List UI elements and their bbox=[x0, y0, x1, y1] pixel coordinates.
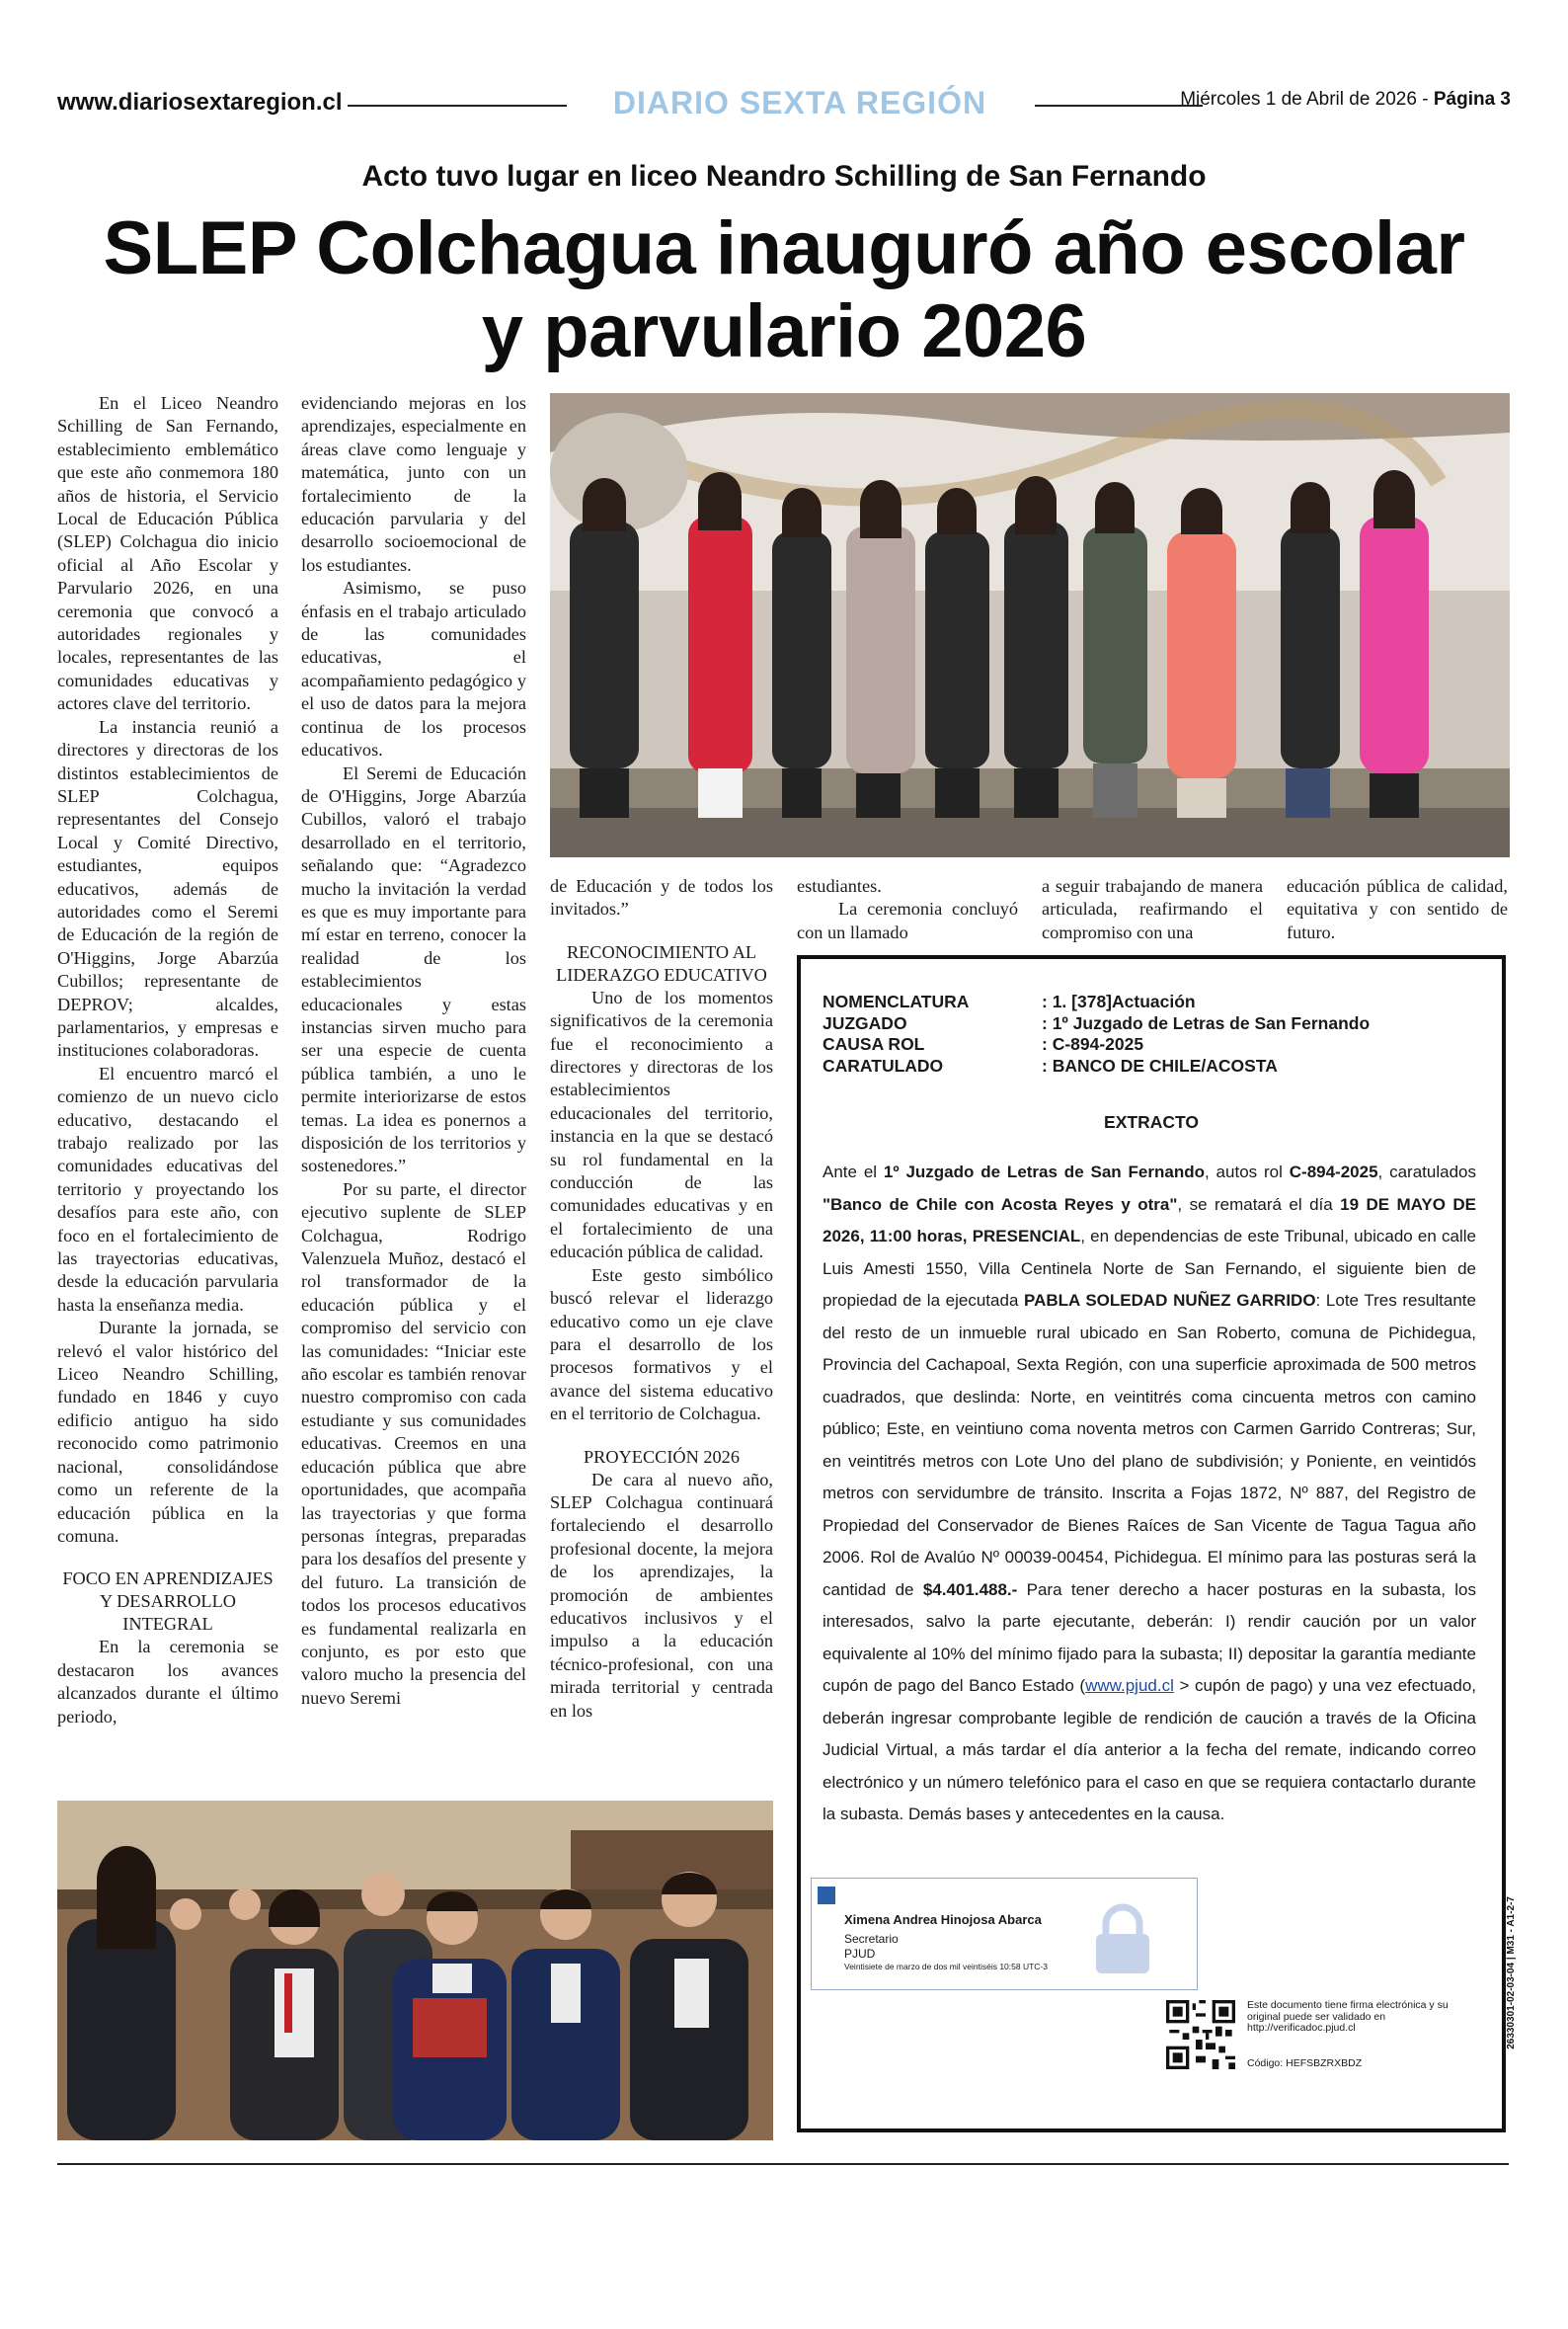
qr-code-icon bbox=[1166, 2000, 1235, 2069]
meta-row: NOMENCLATURA : 1. [378]Actuación bbox=[823, 992, 1196, 1011]
article-kicker: Acto tuvo lugar en liceo Neandro Schilling de San Fernando bbox=[361, 160, 1207, 193]
subheading-proyeccion: PROYECCIÓN 2026 bbox=[584, 1446, 740, 1467]
pjud-link[interactable]: www.pjud.cl bbox=[1085, 1676, 1174, 1695]
article-column-6: educación pública de calidad, equitativa y con sentido de futuro. bbox=[1287, 876, 1508, 942]
footer-rule bbox=[57, 2163, 1509, 2165]
photo-students-ceremony bbox=[57, 1801, 773, 2140]
article-headline: SLEP Colchagua inauguró año escolar y parvulario 2026 bbox=[103, 206, 1465, 373]
extract-title: EXTRACTO bbox=[1104, 1112, 1199, 1132]
meta-row: CARATULADO : BANCO DE CHILE/ACOSTA bbox=[823, 1055, 1278, 1076]
article-column-3: de Educación y de todos los invitados.” RECONOCIMIENTO AL LIDERAZGO EDUCATIVO Uno de los momentos significativos de la ceremonia fue el reconocimiento a directores y directoras de los establecimientos educacionales del territorio, instancia en la que se destacó su rol fundamental en la conducción de las comunidades educativas y en el fortalecimiento de una educación pública de calidad. Este gesto simbólico buscó relevar el liderazgo educativo como un eje clave para el desarrollo de los procesos formativos y el avance del sistema educativo en el territorio de Colchagua. PROYECCIÓN 2026 De cara al nuevo año, SLEP Colchagua continuará fortaleciendo el desarrollo profesional docente, la mejora de los aprendizajes, la promoción de ambientes educativos inclusivos y el impulso a la educación técnico-profesional, con una mirada territorial y centrada en los bbox=[550, 876, 773, 1721]
issue-date: Miércoles 1 de Abril de 2026 - Página 3 bbox=[1180, 89, 1511, 110]
electronic-signature: Ximena Andrea Hinojosa Abarca Secretario PJUD Veintisiete de marzo de dos mil veintiséis 10:58 UTC-3 bbox=[811, 1878, 1198, 1990]
article-column-5: a seguir trabajando de manera articulada, reafirmando el compromiso con una bbox=[1042, 876, 1263, 942]
website-url: www.diariosextaregion.cl bbox=[57, 89, 343, 116]
subheading-reconocimiento: RECONOCIMIENTO AL LIDERAZGO EDUCATIVO bbox=[556, 941, 767, 985]
subheading-foco: FOCO EN APRENDIZAJES Y DESARROLLO INTEGRAL bbox=[62, 1568, 274, 1635]
masthead: DIARIO SEXTA REGIÓN bbox=[612, 85, 987, 120]
header-rule-right bbox=[1035, 105, 1203, 107]
article-column-1: En el Liceo Neandro Schilling de San Fernando, establecimiento emblemático que este año conmemora 180 años de historia, el Servicio Local de Educación Pública (SLEP) Colchagua dio inicio oficial al Año Escolar y Parvulario 2026, en una ceremonia que convocó a autoridades regionales y locales, representantes de las comunidades educativas y actores clave del territorio. La instancia reunió a directores y directoras de los distintos establecimientos de SLEP Colchagua, representantes del Consejo Local y Comité Directivo, estudiantes, equipos educativos, además de autoridades como el Seremi de Educación de la región de O'Higgins, Jorge Abarzúa Cubillos; representante de DEPROV; alcaldes, parlamentarios, y empresas e instituciones colaboradoras. El encuentro marcó el comienzo de un nuevo ciclo educativo, destacando el trabajo realizado por las comunidades educativas del territorio y proyectando los desafíos para este año, con foco en el fortalecimiento de las trayectorias educativas, desde la educación parvularia hasta la enseñanza media. Durante la jornada, se relevó el valor histórico del Liceo Neandro Schilling, fundado en 1846 y cuyo edificio antiguo ha sido reconocido como patrimonio nacional, consolidándose como un referente de la educación pública en la comuna. FOCO EN APRENDIZAJES Y DESARROLLO INTEGRAL En la ceremonia se destacaron los avances alcanzados durante el último periodo, bbox=[57, 393, 278, 1727]
extract-body: Ante el 1º Juzgado de Letras de San Fernando, autos rol C-894-2025, caratulados "Banco de Chile con Acosta Reyes y otra", se rematará el día 19 DE MAYO DE 2026, 11:00 horas, PRESENCIAL, en dependencias de este Tribunal, ubicado en calle Luis Amesti 1550, Villa Centinela Norte de San Fernando, el siguiente bien de propiedad de la ejecutada PABLA SOLEDAD NUÑEZ GARRIDO: Lote Tres resultante del resto de un inmueble rural ubicado en San Roberto, comuna de Pichidegua, Provincia del Cachapoal, Sexta Región, con una superficie aproximada de 500 metros cuadrados, que deslinda: Norte, en veintitrés coma cincuenta metros con camino público; Este, en veintiuno coma noventa metros con Carmen Garrido Contreras; Sur, en veintitrés metros con Lote Uno del plano de subdivisión; y Poniente, en veintidós metros con servidumbre de tránsito. Inscrita a Fojas 1872, Nº 887, del Registro de Propiedad del Conservador de Bienes Raíces de San Vicente de Tagua Tagua año 2006. Rol de Avalúo Nº 00039-00454, Pichidegua. El mínimo para las posturas será la cantidad de $4.401.488.- Para tener derecho a hacer posturas en la subasta, los interesados, salvo la parte ejecutante, deberán: I) rendir caución por un valor equivalente al 10% del mínimo fijado para la subasta; II) depositar la garantía mediante cupón de pago del Banco Estado (www.pjud.cl > cupón de pago) y una vez efectuado, deberán ingresar comprobante legible de rendición de caución a través de la Oficina Judicial Virtual, a más tardar el día anterior a la fecha del remate, indicando correo electrónico y un número telefónico para el caso en que se requiera contactarlo durante la subasta. Demás bases y antecedentes en la causa. bbox=[823, 1163, 1477, 1823]
legal-notice-box bbox=[797, 955, 1506, 2132]
lock-icon bbox=[1088, 1900, 1157, 1979]
meta-row: CAUSA ROL : C-894-2025 bbox=[823, 1034, 1144, 1054]
pjud-seal-icon bbox=[818, 1887, 835, 1904]
document-reference: 26330301-02-03-04 | M31 - A1-2-7 bbox=[1506, 1896, 1517, 2049]
meta-row: JUZGADO : 1º Juzgado de Letras de San Fernando bbox=[823, 1012, 1371, 1033]
photo-directors-recognition bbox=[550, 393, 1510, 857]
page-number: Página 3 bbox=[1433, 89, 1511, 110]
legal-metadata bbox=[823, 992, 1370, 1077]
header-rule-left bbox=[348, 105, 567, 107]
validation-code: Código: HEFSBZRXBDZ bbox=[1247, 2057, 1363, 2069]
article-column-4: estudiantes. La ceremonia concluyó con un llamado bbox=[797, 876, 1018, 942]
article-column-2: evidenciando mejoras en los aprendizajes, especialmente en áreas clave como lenguaje y matemática, junto con un fortalecimiento de la educación parvularia y del desarrollo socioemocional de los estudiantes. Asimismo, se puso énfasis en el trabajo articulado de las comunidades educativas, el acompañamiento pedagógico y el uso de datos para la mejora continua de los procesos educativos. El Seremi de Educación de O'Higgins, Jorge Abarzúa Cubillos, valoró el trabajo desarrollado en el territorio, señalando que: “Agradezco mucho la invitación la verdad es que es muy importante para mí estar en terreno, conocer la realidad de los establecimientos educacionales y estas instancias sirven mucho para ser una especie de cuenta pública también, a uno le permite interiorizarse de estos temas. La idea es ponernos a disposición de los territorios y sostenedores.” Por su parte, el director ejecutivo suplente de SLEP Colchagua, Rodrigo Valenzuela Muñoz, destacó el rol transformador de la educación pública y el compromiso del servicio con las comunidades: “Iniciar este año escolar es también renovar nuestro compromiso con cada estudiante y sus comunidades educativas. Creemos en una educación pública que abre oportunidades, que acompaña las trayectorias y que forma personas íntegras, preparadas para los desafíos del presente y del futuro. La transición de todos los procesos educativos es fundamental realizarla en conjunto, es por esto que valoro mucho la presencia del nuevo Seremi bbox=[301, 393, 526, 1708]
validation-note: Este documento tiene firma electrónica y su original puede ser validado en http://verificadoc.pjud.cl bbox=[1247, 1999, 1449, 2034]
